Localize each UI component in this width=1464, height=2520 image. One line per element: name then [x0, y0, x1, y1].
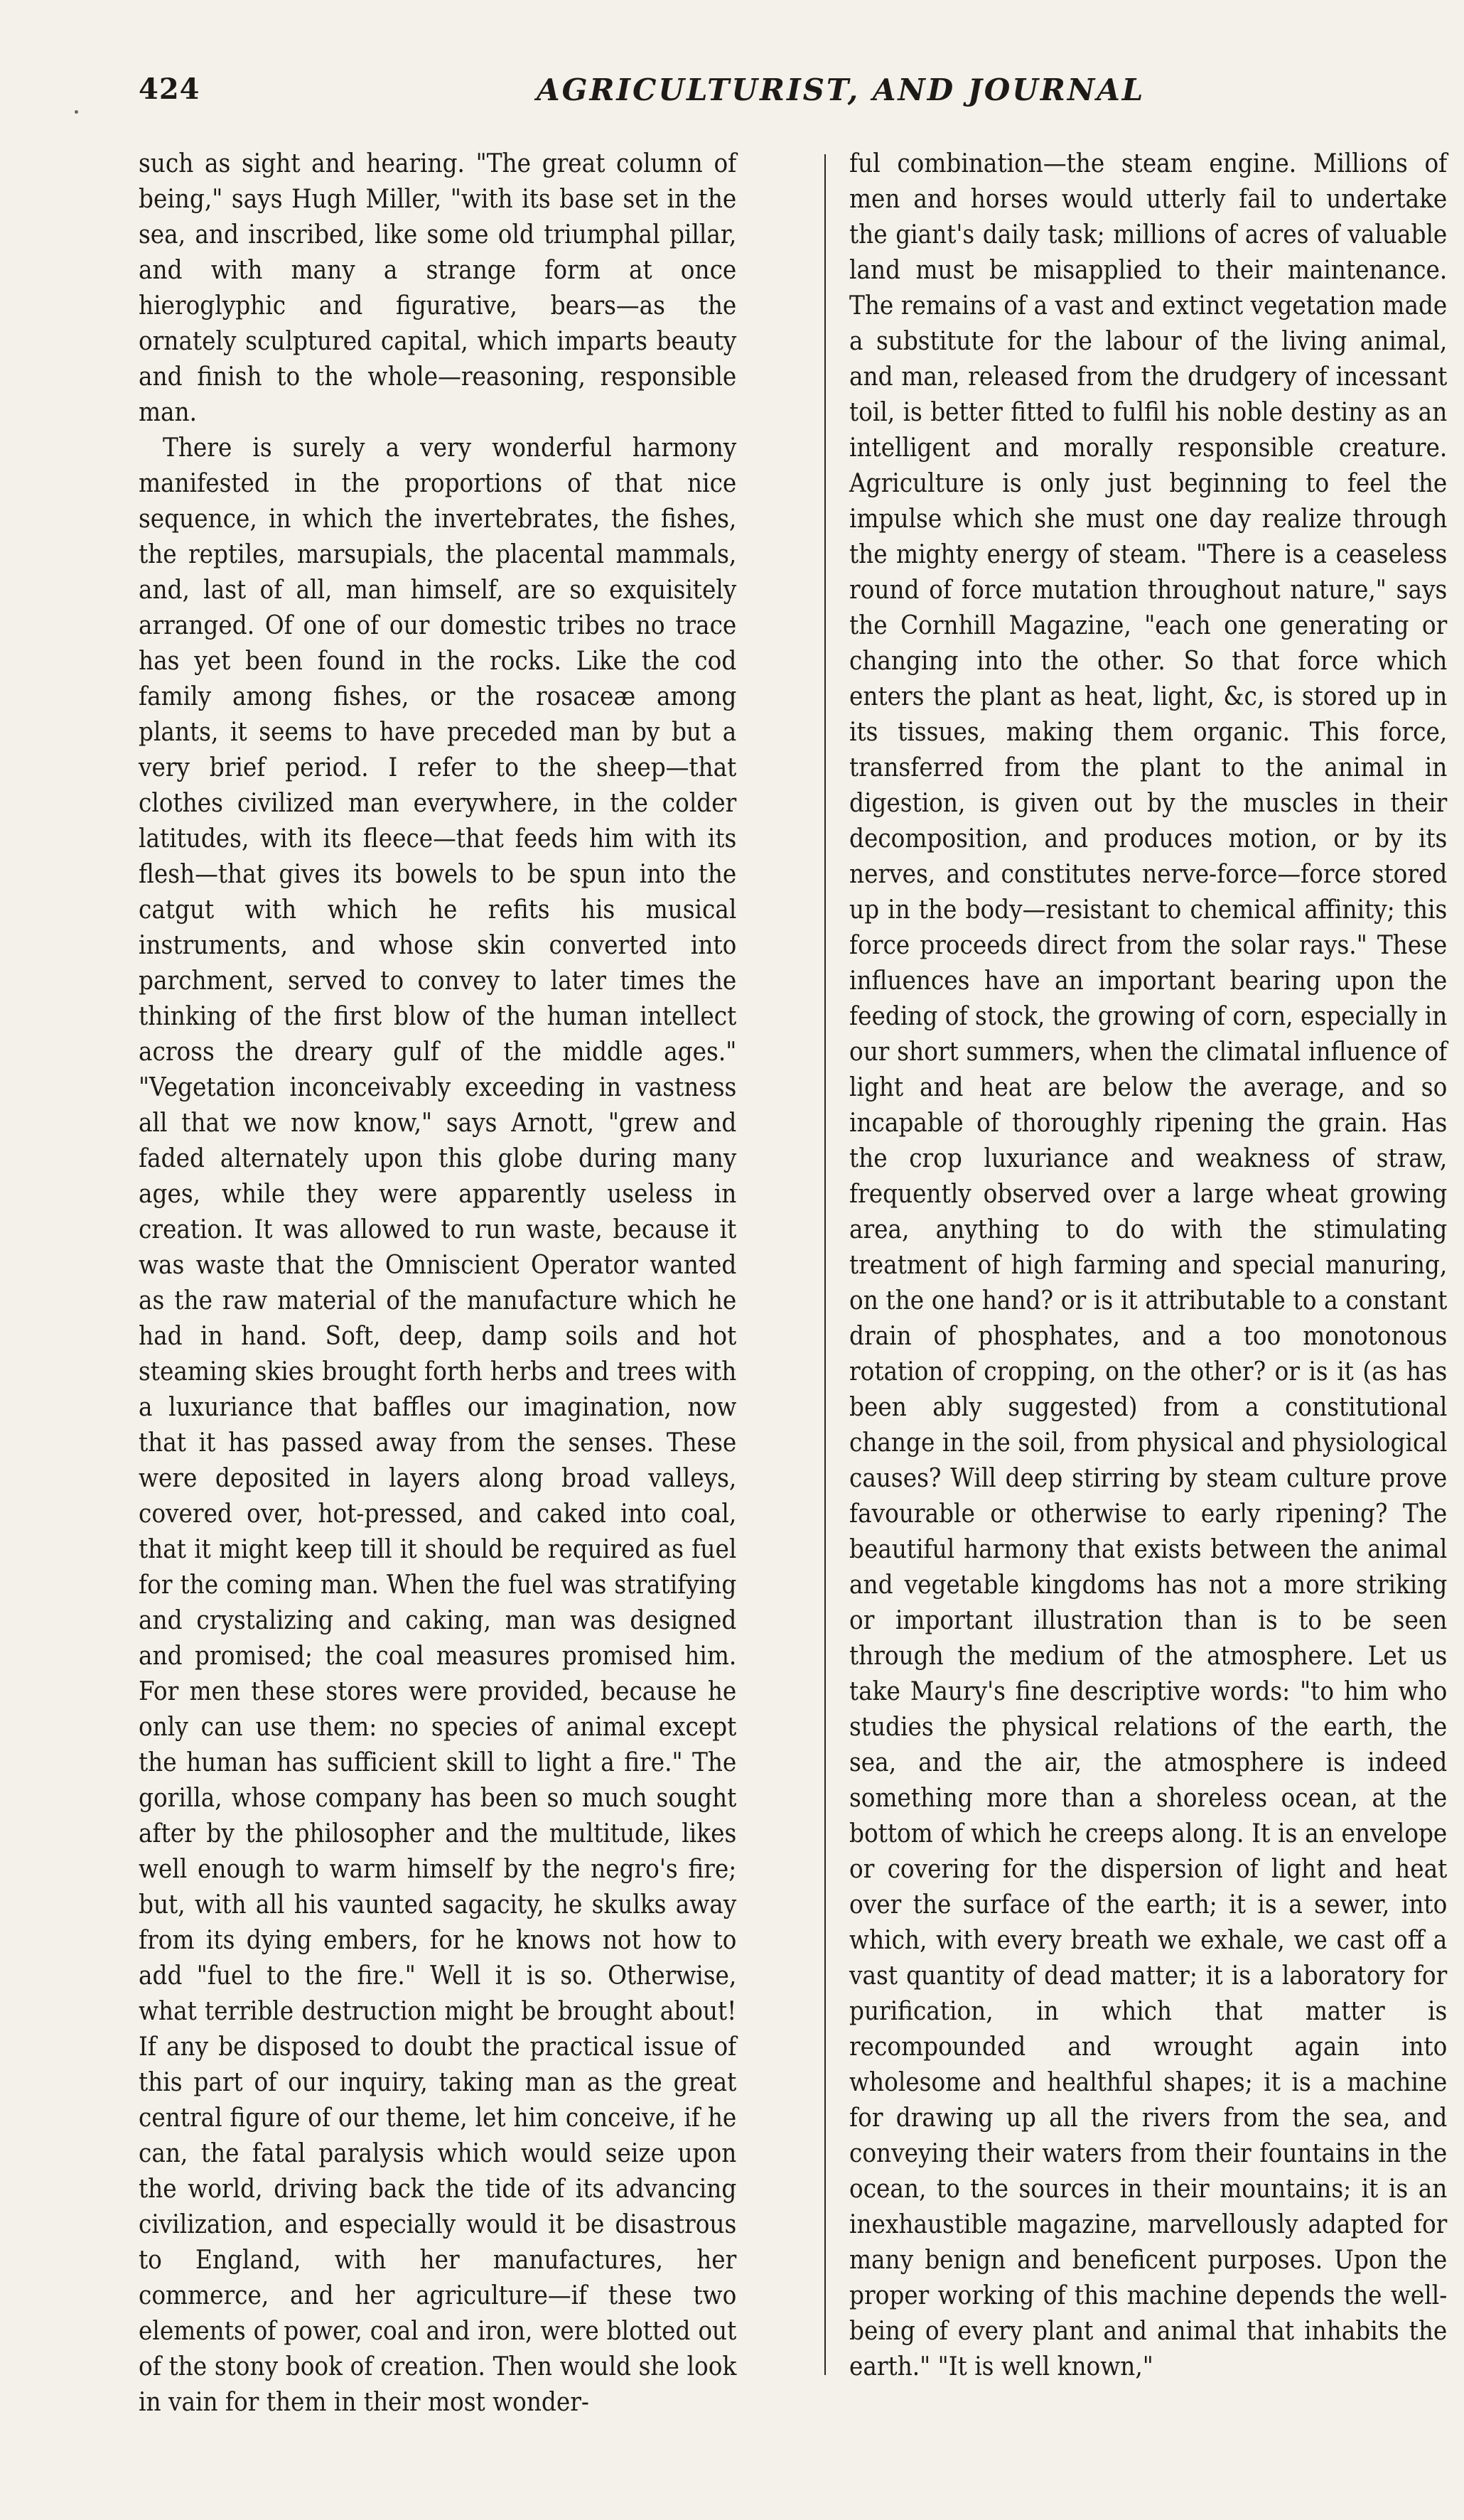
right-column: [849, 146, 1447, 2384]
paragraph-continued: ful combination—the steam engine. Millions of men and horses would utterly fail to undertake the giant's daily task; millions of acres of valuable land must be misapplied to their maintenance. The remains of a vast and extinct vegetation made a substitute for the labour of the living animal, and man, released from the drudgery of incessant toil, is better fitted to fulfil his noble destiny as an intelligent and morally responsible creature. Agriculture is only just beginning to feel the impulse which she must one day realize through the mighty energy of steam. "There is a ceaseless round of force mutation throughout nature," says the Cornhill Magazine, "each one generating or changing into the other. So that force which enters the plant as heat, light, &c, is stored up in its tissues, making them organic. This force, transferred from the plant to the animal in digestion, is given out by the muscles in their decomposition, and produces motion, or by its nerves, and constitutes nerve-force—force stored up in the body—resistant to chemical affinity; this force proceeds direct from the solar rays." These influences have an important bearing upon the feeding of stock, the growing of corn, especially in our short summers, when the climatal influence of light and heat are below the average, and so incapable of thoroughly ripening the grain. Has the crop luxuriance and weakness of straw, frequently observed over a large wheat growing area, anything to do with the stimulating treatment of high farming and special manuring, on the one hand? or is it attributable to a constant drain of phosphates, and a too monotonous rotation of cropping, on the other? or is it (as has been ably suggested) from a constitutional change in the soil, from physical and physiological causes? Will deep stirring by steam culture prove favourable or otherwise to early ripening? The beautiful harmony that exists between the animal and vegetable kingdoms has not a more striking or important illustration than is to be seen through the medium of the atmosphere. Let us take Maury's fine descriptive words: "to him who studies the physical relations of the earth, the sea, and the air, the atmosphere is indeed something more than a shoreless ocean, at the bottom of which he creeps along. It is an envelope or covering for the dispersion of light and heat over the surface of the earth; it is a sewer, into which, with every breath we exhale, we cast off a vast quantity of dead matter; it is a laboratory for purification, in which that matter is recompounded and wrought again into wholesome and healthful shapes; it is a machine for drawing up all the rivers from the sea, and conveying their waters from their fountains in the ocean, to the sources in their mountains; it is an inexhaustible magazine, marvellously adapted for many benign and beneficent purposes. Upon the proper working of this machine depends the well-being of every plant and animal that inhabits the earth." "It is well known,": [849, 148, 1448, 2381]
running-title: AGRICULTURIST, AND JOURNAL: [537, 72, 1146, 107]
scan-speck: [75, 110, 78, 114]
left-column: [139, 146, 736, 2420]
paragraph: There is surely a very wonderful harmony manifested in the proportions of that nice sequence, in which the invertebrates, the fishes, the reptiles, marsupials, the placental mammals, and, last of all, man himself, are so exquisitely arranged. Of one of our domestic tribes no trace has yet been found in the rocks. Like the cod family among fishes, or the rosaceæ among plants, it seems to have preceded man by but a very brief period. I refer to the sheep—that clothes civilized man everywhere, in the colder latitudes, with its fleece—that feeds him with its flesh—that gives its bowels to be spun into the catgut with which he refits his musical instruments, and whose skin converted into parchment, served to convey to later times the thinking of the first blow of the human intellect across the dreary gulf of the middle ages." "Vegetation inconceivably exceeding in vastness all that we now know," says Arnott, "grew and faded alternately upon this globe during many ages, while they were apparently useless in creation. It was allowed to run waste, because it was waste that the Omniscient Operator wanted as the raw material of the manufacture which he had in hand. Soft, deep, damp soils and hot steaming skies brought forth herbs and trees with a luxuriance that baffles our imagination, now that it has passed away from the senses. These were deposited in layers along broad valleys, covered over, hot-pressed, and caked into coal, that it might keep till it should be required as fuel for the coming man. When the fuel was stratifying and crystalizing and caking, man was designed and promised; the coal measures promised him. For men these stores were provided, because he only can use them: no species of animal except the human has sufficient skill to light a fire." The gorilla, whose company has been so much sought after by the philosopher and the multitude, likes well enough to warm himself by the negro's fire; but, with all his vaunted sagacity, he skulks away from its dying embers, for he knows not how to add "fuel to the fire." Well it is so. Otherwise, what terrible destruction might be brought about! If any be disposed to doubt the practical issue of this part of our inquiry, taking man as the great central figure of our theme, let him conceive, if he can, the fatal paralysis which would seize upon the world, driving back the tide of its advancing civilization, and especially would it be disastrous to England, with her manufactures, her commerce, and her agriculture—if these two elements of power, coal and iron, were blotted out of the stony book of creation. Then would she look in vain for them in their most wonder-: [139, 432, 737, 2417]
column-rule: [824, 154, 826, 2375]
page-header: [139, 68, 1304, 125]
page-number: 424: [139, 72, 200, 106]
article-body: [139, 146, 1448, 2417]
paragraph-continued: such as sight and hearing. "The great column of being," says Hugh Miller, "with its base set in the sea, and inscribed, like some old triumphal pillar, and with many a strange form at once hieroglyphic and figurative, bears—as the ornately sculptured capital, which imparts beauty and finish to the whole—reasoning, responsible man.: [139, 148, 737, 427]
